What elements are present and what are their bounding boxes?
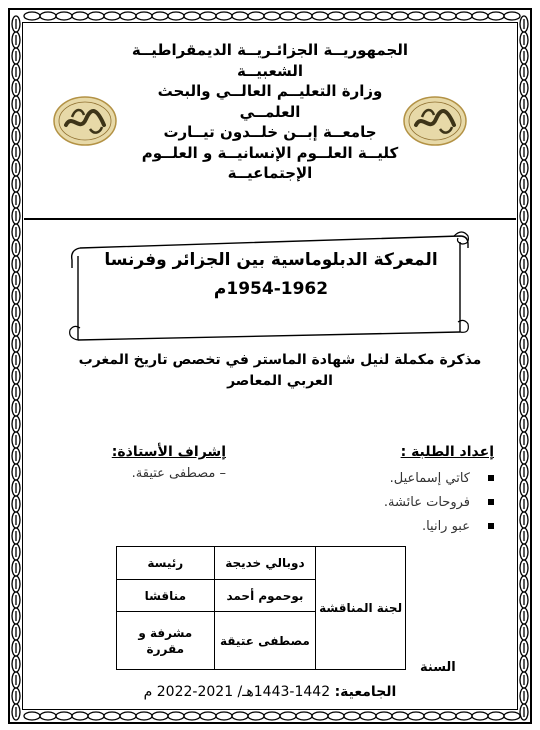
jury-member-role: مناقشا: [117, 579, 215, 612]
students-list: [314, 466, 494, 538]
jury-label: لجنة المناقشة: [316, 547, 406, 670]
jury-member-role: رئيسة: [117, 547, 215, 580]
jury-member-name: دوبالي خديجة: [214, 547, 316, 580]
memo-description: [60, 350, 500, 392]
jury-member-role: مشرفة و مقررة: [117, 612, 215, 670]
header-divider: [24, 218, 516, 220]
jury-member-name: مصطفى عتيقة: [214, 612, 316, 670]
thesis-title-years: 1954-1962م: [213, 279, 329, 299]
header-line: جامعــة إبــن خلــدون تيــارت: [163, 123, 377, 141]
list-item: [314, 490, 494, 514]
header-line: كليــة العلــوم الإنسانيــة و العلــوم: [141, 143, 399, 162]
bullet-icon: [488, 475, 494, 481]
header-line: الجمهوريــة الجزائـريــة الديمقراطيــة: [131, 41, 409, 59]
academic-year-line: [100, 684, 440, 700]
student-name: عبو رانيا.: [421, 518, 470, 534]
header-line: الشعبيــة: [236, 61, 304, 80]
student-name: فروحات عائشة.: [383, 494, 470, 510]
header-line: وزارة التعليــم العالــي والبحث: [157, 82, 383, 100]
supervisor-name: – مصطفى عتيقة.: [131, 466, 226, 481]
memo-line2: العربي المعاصر: [227, 373, 333, 389]
academic-year-value: 1442-1443هـ/ 2021-2022 م: [143, 684, 331, 700]
jury-member-name: بوحموم أحمد: [214, 579, 316, 612]
student-name: كاتي إسماعيل.: [389, 470, 470, 486]
bullet-icon: [488, 499, 494, 505]
academic-year-label-top: السنة: [420, 660, 456, 675]
list-item: [314, 514, 494, 538]
thesis-title: [86, 246, 456, 304]
header-line: الإجتماعيــة: [227, 164, 313, 182]
institution-header: [130, 40, 410, 184]
header-line: العلمــي: [239, 102, 301, 121]
supervisor-heading: إشراف الأستاذة:: [111, 444, 226, 460]
university-seal-right: [402, 95, 468, 147]
bullet-icon: [488, 523, 494, 529]
memo-line1: مذكرة مكملة لنيل شهادة الماستر في تخصص تاريخ المغرب: [78, 352, 482, 368]
jury-table: [116, 546, 406, 670]
list-item: [314, 466, 494, 490]
thesis-title-line1: المعركة الدبلوماسية بين الجزائر وفرنسا: [104, 250, 438, 270]
table-row: [117, 547, 406, 580]
university-seal-left: [52, 95, 118, 147]
students-heading: إعداد الطلبة :: [400, 444, 494, 460]
academic-year-label-bottom: الجامعية:: [334, 684, 397, 700]
